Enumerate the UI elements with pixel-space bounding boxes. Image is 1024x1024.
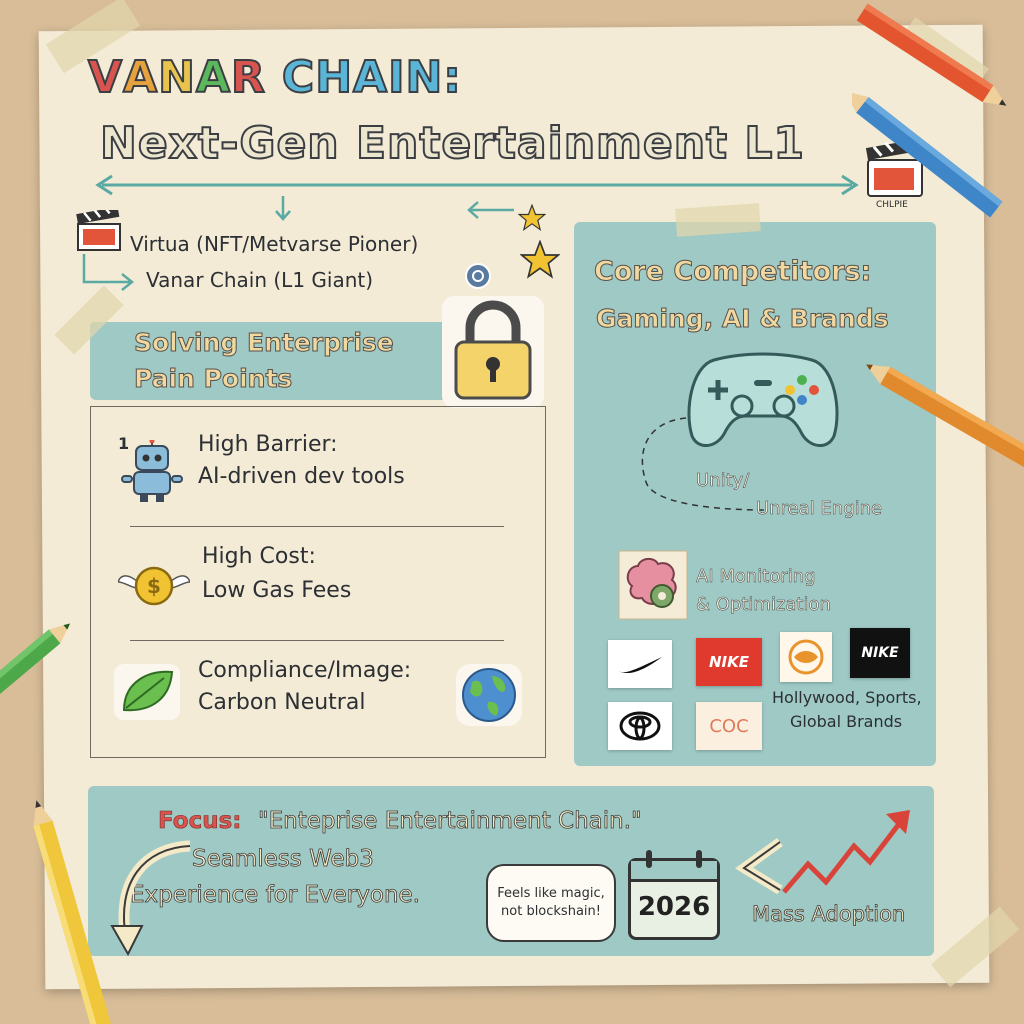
- chevron-arrow-icon: [734, 838, 784, 894]
- calendar-icon: [628, 858, 720, 940]
- title-letter: A: [123, 52, 159, 103]
- logo-text: NIKE: [708, 653, 749, 671]
- title-letter: R: [231, 52, 266, 103]
- star-large-icon: [520, 240, 560, 280]
- padlock-icon: [440, 294, 546, 410]
- brands-line2: Global Brands: [790, 712, 903, 731]
- mass-adoption: Mass Adoption: [752, 902, 906, 926]
- history-virtua: Virtua (NFT/Metvarse Pioner): [130, 232, 419, 256]
- brand-logo-toyota: [608, 702, 672, 750]
- title-letter: A: [195, 52, 232, 103]
- focus-quote: "Enteprise Entertainment Chain.": [258, 808, 642, 834]
- title-letter: A: [353, 52, 389, 103]
- winged-coin-icon: [118, 560, 190, 610]
- robot-icon: [116, 440, 188, 504]
- clapperboard-small-icon: [74, 210, 126, 254]
- double-arrow-icon: [92, 174, 862, 196]
- title-letter: I: [388, 52, 406, 103]
- engine-line1: Unity/: [696, 470, 750, 491]
- left-arrow-icon: [466, 200, 516, 220]
- pain-point-number: 1: [118, 434, 130, 453]
- focus-line1: Seamless Web3: [192, 846, 374, 872]
- pencil-blue-icon: [852, 84, 1024, 244]
- calendar-ring: [696, 850, 702, 868]
- title-letter: V: [88, 52, 124, 103]
- brand-logo-nike-black: [850, 628, 910, 678]
- subtitle: Next-Gen Entertainment L1: [100, 118, 806, 169]
- ai-line2: & Optimization: [696, 594, 831, 615]
- svg-text:$: $: [147, 574, 161, 598]
- brand-logo-orange: [780, 632, 832, 682]
- star-small-icon: [518, 204, 546, 232]
- brand-logo-nike-red: [696, 638, 762, 686]
- title-letter: N: [405, 52, 444, 103]
- title-letter: H: [315, 52, 354, 103]
- divider: [130, 640, 504, 641]
- pain-points-heading-line2: Pain Points: [134, 364, 293, 393]
- brand-logo-coc: [696, 702, 762, 750]
- dashed-connector: [626, 412, 770, 512]
- pain-points-heading-line1: Solving Enterprise: [134, 328, 394, 357]
- pencil-green-icon: [0, 600, 80, 700]
- badge-icon: [464, 262, 492, 290]
- title-letter: :: [443, 52, 462, 103]
- pain-point-title: Compliance/Image:: [198, 658, 412, 683]
- engine-line2: Unreal Engine: [756, 498, 883, 519]
- pencil-yellow-icon: [12, 790, 122, 1024]
- pain-point-detail: Low Gas Fees: [202, 578, 352, 603]
- down-arrow-icon: [274, 196, 292, 222]
- focus-label: Focus:: [158, 808, 242, 834]
- trend-up-arrow-icon: [778, 802, 918, 902]
- competitors-subheading: Gaming, AI & Brands: [596, 304, 889, 333]
- pain-point-title: High Cost:: [202, 544, 316, 569]
- leaf-icon: [112, 662, 182, 722]
- pain-point-detail: AI-driven dev tools: [198, 464, 405, 489]
- history-vanar: Vanar Chain (L1 Giant): [146, 268, 374, 292]
- elbow-arrow-icon: [78, 254, 138, 294]
- globe-icon: [454, 662, 524, 728]
- logo-text: COC: [709, 715, 749, 737]
- brain-gear-icon: [618, 550, 688, 620]
- pain-point-detail: Carbon Neutral: [198, 690, 366, 715]
- title-letter: N: [158, 52, 196, 103]
- bubble-line1: Feels like magic,: [497, 886, 605, 901]
- calendar-ring: [646, 850, 652, 868]
- title-letter: C: [281, 52, 316, 103]
- ai-line1: AI Monitoring: [696, 566, 816, 587]
- tape-right-panel: [675, 203, 761, 237]
- logo-text: NIKE: [861, 645, 899, 661]
- clapperboard-note: CHLPIE: [876, 200, 908, 210]
- pencil-orange-icon: [866, 350, 1024, 470]
- competitors-heading: Core Competitors:: [594, 256, 872, 287]
- speech-bubble: [486, 864, 616, 942]
- brands-line1: Hollywood, Sports,: [772, 688, 922, 707]
- focus-line2: Experience for Everyone.: [130, 882, 420, 908]
- divider: [130, 526, 504, 527]
- pain-point-title: High Barrier:: [198, 432, 338, 457]
- bubble-line2: not blockshain!: [501, 904, 601, 919]
- main-title: [88, 52, 462, 103]
- brand-logo-swoosh: [608, 640, 672, 688]
- calendar-year: 2026: [637, 892, 711, 922]
- calendar-header: [631, 861, 717, 882]
